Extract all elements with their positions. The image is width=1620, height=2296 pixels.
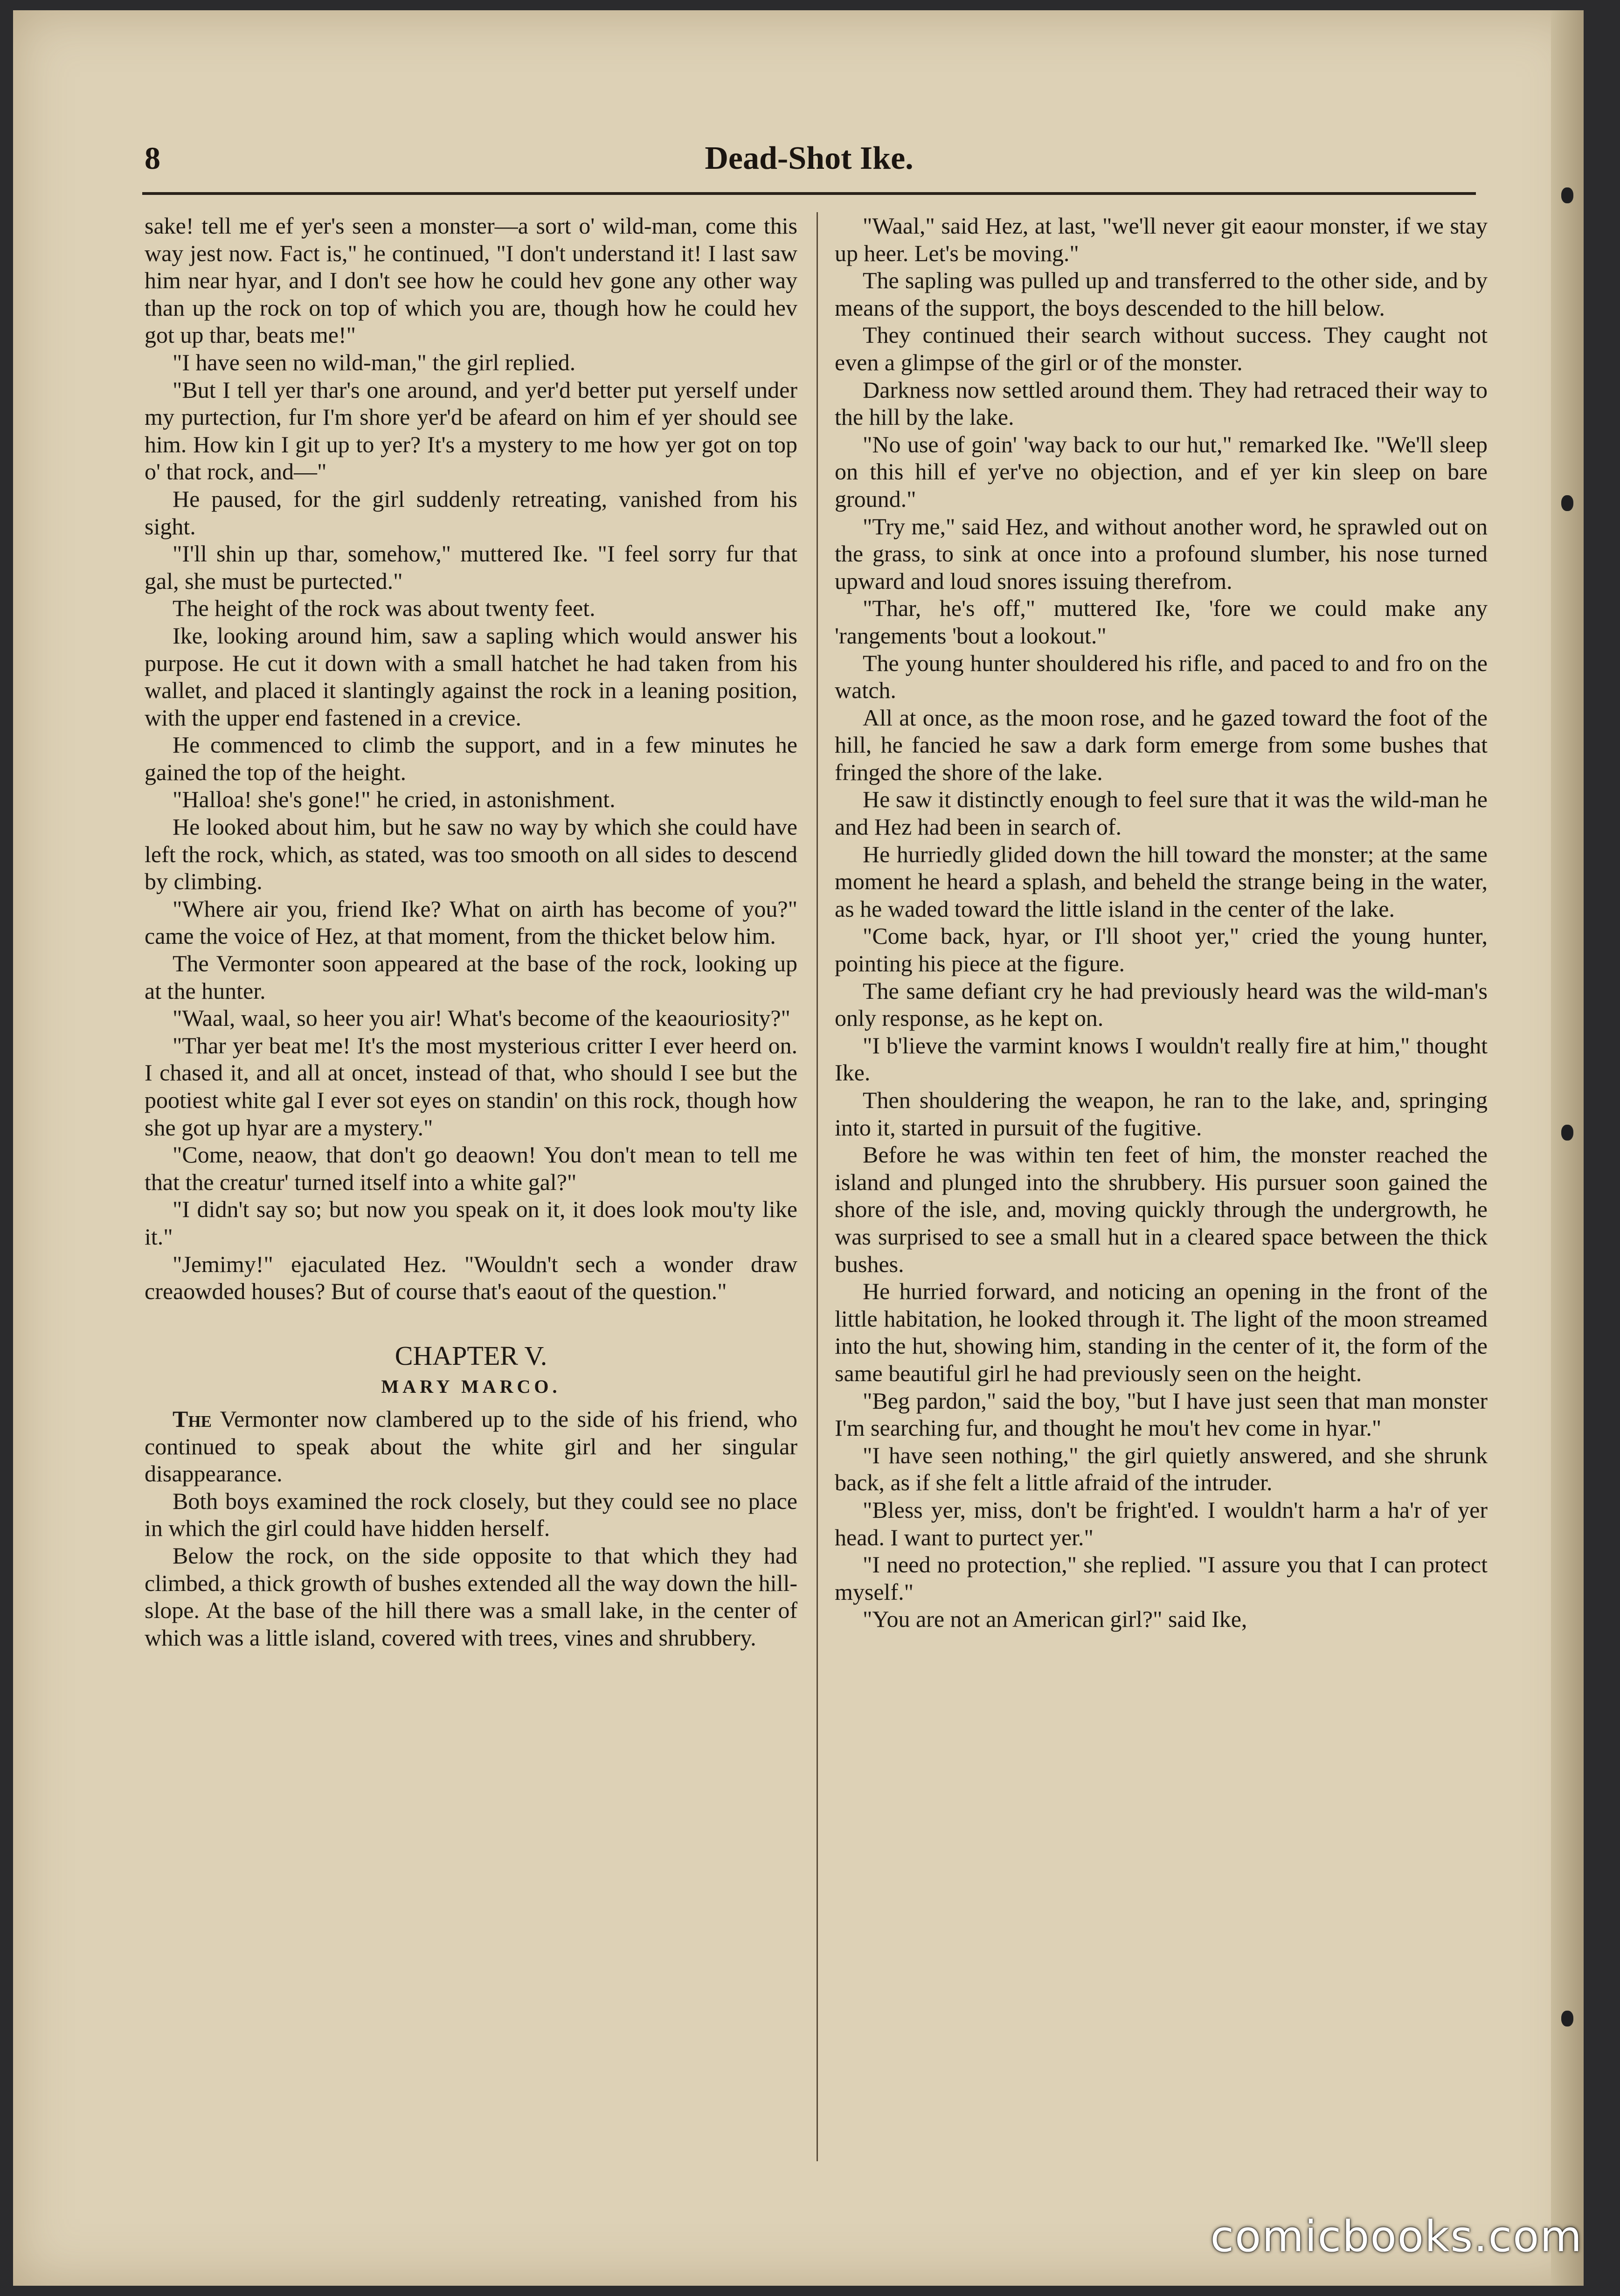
paragraph: "Thar, he's off," muttered Ike, 'fore we could make any 'rangements 'bout a lookout." [835, 595, 1488, 649]
staple-hole [1561, 2011, 1573, 2026]
paragraph: The young hunter shouldered his rifle, and paced to and fro on the watch. [835, 650, 1488, 704]
paragraph: "Bless yer, miss, don't be fright'ed. I wouldn't harm a ha'r of yer head. I want to purtect yer." [835, 1496, 1488, 1550]
paragraph: "Thar yer beat me! It's the most mysterious critter I ever heerd on. I chased it, and all at oncet, instead of that, who should I see but the pootiest white gal I ever sot eyes on standin' on this rock, though how she got up hyar are a mystery." [145, 1032, 797, 1141]
paragraph: "I have seen nothing," the girl quietly answered, and she shrunk back, as if she felt a little afraid of the intruder. [835, 1442, 1488, 1496]
paragraph: The height of the rock was about twenty feet. [173, 595, 595, 622]
paragraph-text: Vermonter now clambered up to the side of his friend, who continued to speak about the white girl and her singular disappearance. [145, 1405, 797, 1487]
left-column [145, 212, 797, 2161]
chapter-subtitle: MARY MARCO. [381, 1376, 561, 1397]
paragraph: "No use of goin' 'way back to our hut," remarked Ike. "We'll sleep on this hill ef yer've no objection, and ef yer kin sleep on bare ground." [835, 431, 1488, 512]
paragraph: "Jemimy!" ejaculated Hez. "Wouldn't sech a wonder draw creaowded houses? But of course that's eaout of the question." [145, 1251, 797, 1305]
binding-edge [1551, 10, 1584, 2286]
paragraph: "Beg pardon," said the boy, "but I have just seen that man monster I'm searching fur, and thought he mou't hev come in hyar." [835, 1387, 1488, 1441]
header-rule [142, 192, 1476, 195]
paragraph: "But I tell yer thar's one around, and yer'd better put yerself under my purtection, fur I'm shore yer'd be afeard on him ef yer should see him. How kin I git up to yer? It's a mystery to me how yer got on top o' that rock, and—" [145, 376, 797, 485]
paragraph: He hurriedly glided down the hill toward the monster; at the same moment he heard a splash, and beheld the strange being in the water, as he waded toward the little island in the center of the lake. [835, 841, 1488, 922]
paragraph: "You are not an American girl?" said Ike, [863, 1606, 1247, 1632]
staple-hole [1561, 187, 1573, 203]
paragraph: "Where air you, friend Ike? What on airth has become of you?" came the voice of Hez, at that moment, from the thicket below him. [145, 895, 797, 949]
page-number: 8 [145, 140, 160, 176]
page-header [145, 140, 1474, 191]
column-rule [817, 212, 818, 2161]
lead-word: The [173, 1405, 212, 1432]
paragraph: Ike, looking around him, saw a sapling which would answer his purpose. He cut it down with a small hatchet he had taken from his wallet, and placed it slantingly against the rock in a leaning position, with the upper end fastened in a crevice. [145, 622, 797, 731]
paragraph: He looked about him, but he saw no way by which she could have left the rock, which, as stated, was too smooth on all sides to descend by climbing. [145, 814, 797, 895]
paragraph: Below the rock, on the side opposite to that which they had climbed, a thick growth of bushes extended all the way down the hill-slope. At the base of the hill there was a small lake, in the center of which was a little island, covered with trees, vines and shrubbery. [145, 1542, 797, 1651]
paragraph: sake! tell me ef yer's seen a monster—a sort o' wild-man, come this way jest now. Fact is," he continued, "I don't understand it! I last saw him near hyar, and I don't see how he could hev gone any other way than up the rock on top of which you are, though how he could hev got up thar, beats me!" [145, 213, 797, 348]
paragraph: He saw it distinctly enough to feel sure that it was the wild-man he and Hez had been in search of. [835, 786, 1488, 840]
paragraph: "I'll shin up thar, somehow," muttered Ike. "I feel sorry fur that gal, she must be purtected." [145, 540, 797, 594]
paragraph: "Waal," said Hez, at last, "we'll never git eaour monster, if we stay up heer. Let's be moving." [835, 213, 1488, 266]
paragraph: "Try me," said Hez, and without another word, he sprawled out on the grass, to sink at once into a profound slumber, his nose turned upward and loud snores issuing therefrom. [835, 513, 1488, 594]
paragraph: "I need no protection," she replied. "I assure you that I can protect myself." [835, 1551, 1488, 1605]
paragraph: The sapling was pulled up and transferred to the other side, and by means of the support, the boys descended to the hill below. [835, 267, 1488, 321]
paragraph: "Come, neaow, that don't go deaown! You don't mean to tell me that the creatur' turned itself into a white gal?" [145, 1141, 797, 1195]
paragraph: "I didn't say so; but now you speak on it, it does look mou'ty like it." [145, 1196, 797, 1250]
running-title: Dead-Shot Ike. [705, 140, 914, 176]
right-column [835, 212, 1488, 2161]
paragraph: "I have seen no wild-man," the girl replied. [173, 349, 576, 375]
paragraph: Then shouldering the weapon, he ran to the lake, and, springing into it, started in pursuit of the fugitive. [835, 1087, 1488, 1141]
paragraph: The Vermonter soon appeared at the base of the rock, looking up at the hunter. [145, 950, 797, 1004]
staple-hole [1561, 1125, 1573, 1141]
paragraph: Before he was within ten feet of him, the monster reached the island and plunged into the shrubbery. His pursuer soon gained the shore of the isle, and, moving quickly through the undergrowth, he was surprised to see a small hut in a cleared space between the thick bushes. [835, 1141, 1488, 1277]
paragraph: The same defiant cry he had previously heard was the wild-man's only response, as he kept on. [835, 977, 1488, 1031]
paragraph: "Halloa! she's gone!" he cried, in astonishment. [173, 786, 616, 813]
paragraph: Both boys examined the rock closely, but they could see no place in which the girl could have hidden herself. [145, 1487, 797, 1542]
chapter-heading: CHAPTER V. [395, 1340, 547, 1371]
paragraph [145, 1405, 797, 1487]
paragraph: He commenced to climb the support, and in a few minutes he gained the top of the height. [145, 732, 797, 785]
staple-hole [1561, 495, 1573, 511]
paragraph: "Come back, hyar, or I'll shoot yer," cried the young hunter, pointing his piece at the figure. [835, 923, 1488, 977]
paragraph: They continued their search without success. They caught not even a glimpse of the girl or of the monster. [835, 322, 1488, 375]
paragraph: Darkness now settled around them. They had retraced their way to the hill by the lake. [835, 376, 1488, 430]
watermark: comicbooks.com [1210, 2212, 1583, 2261]
paragraph: "I b'lieve the varmint knows I wouldn't really fire at him," thought Ike. [835, 1032, 1488, 1086]
paragraph: "Waal, waal, so heer you air! What's become of the keaouriosity?" [173, 1005, 790, 1031]
paragraph: All at once, as the moon rose, and he gazed toward the foot of the hill, he fancied he saw a dark form emerge from some bushes that fringed the shore of the lake. [835, 704, 1488, 785]
paragraph: He hurried forward, and noticing an opening in the front of the little habitation, he looked through it. The light of the moon streamed into the hut, showing him, standing in the center of it, the form of the same beautiful girl he had previously seen on the height. [835, 1278, 1488, 1386]
paragraph: He paused, for the girl suddenly retreating, vanished from his sight. [145, 485, 797, 539]
